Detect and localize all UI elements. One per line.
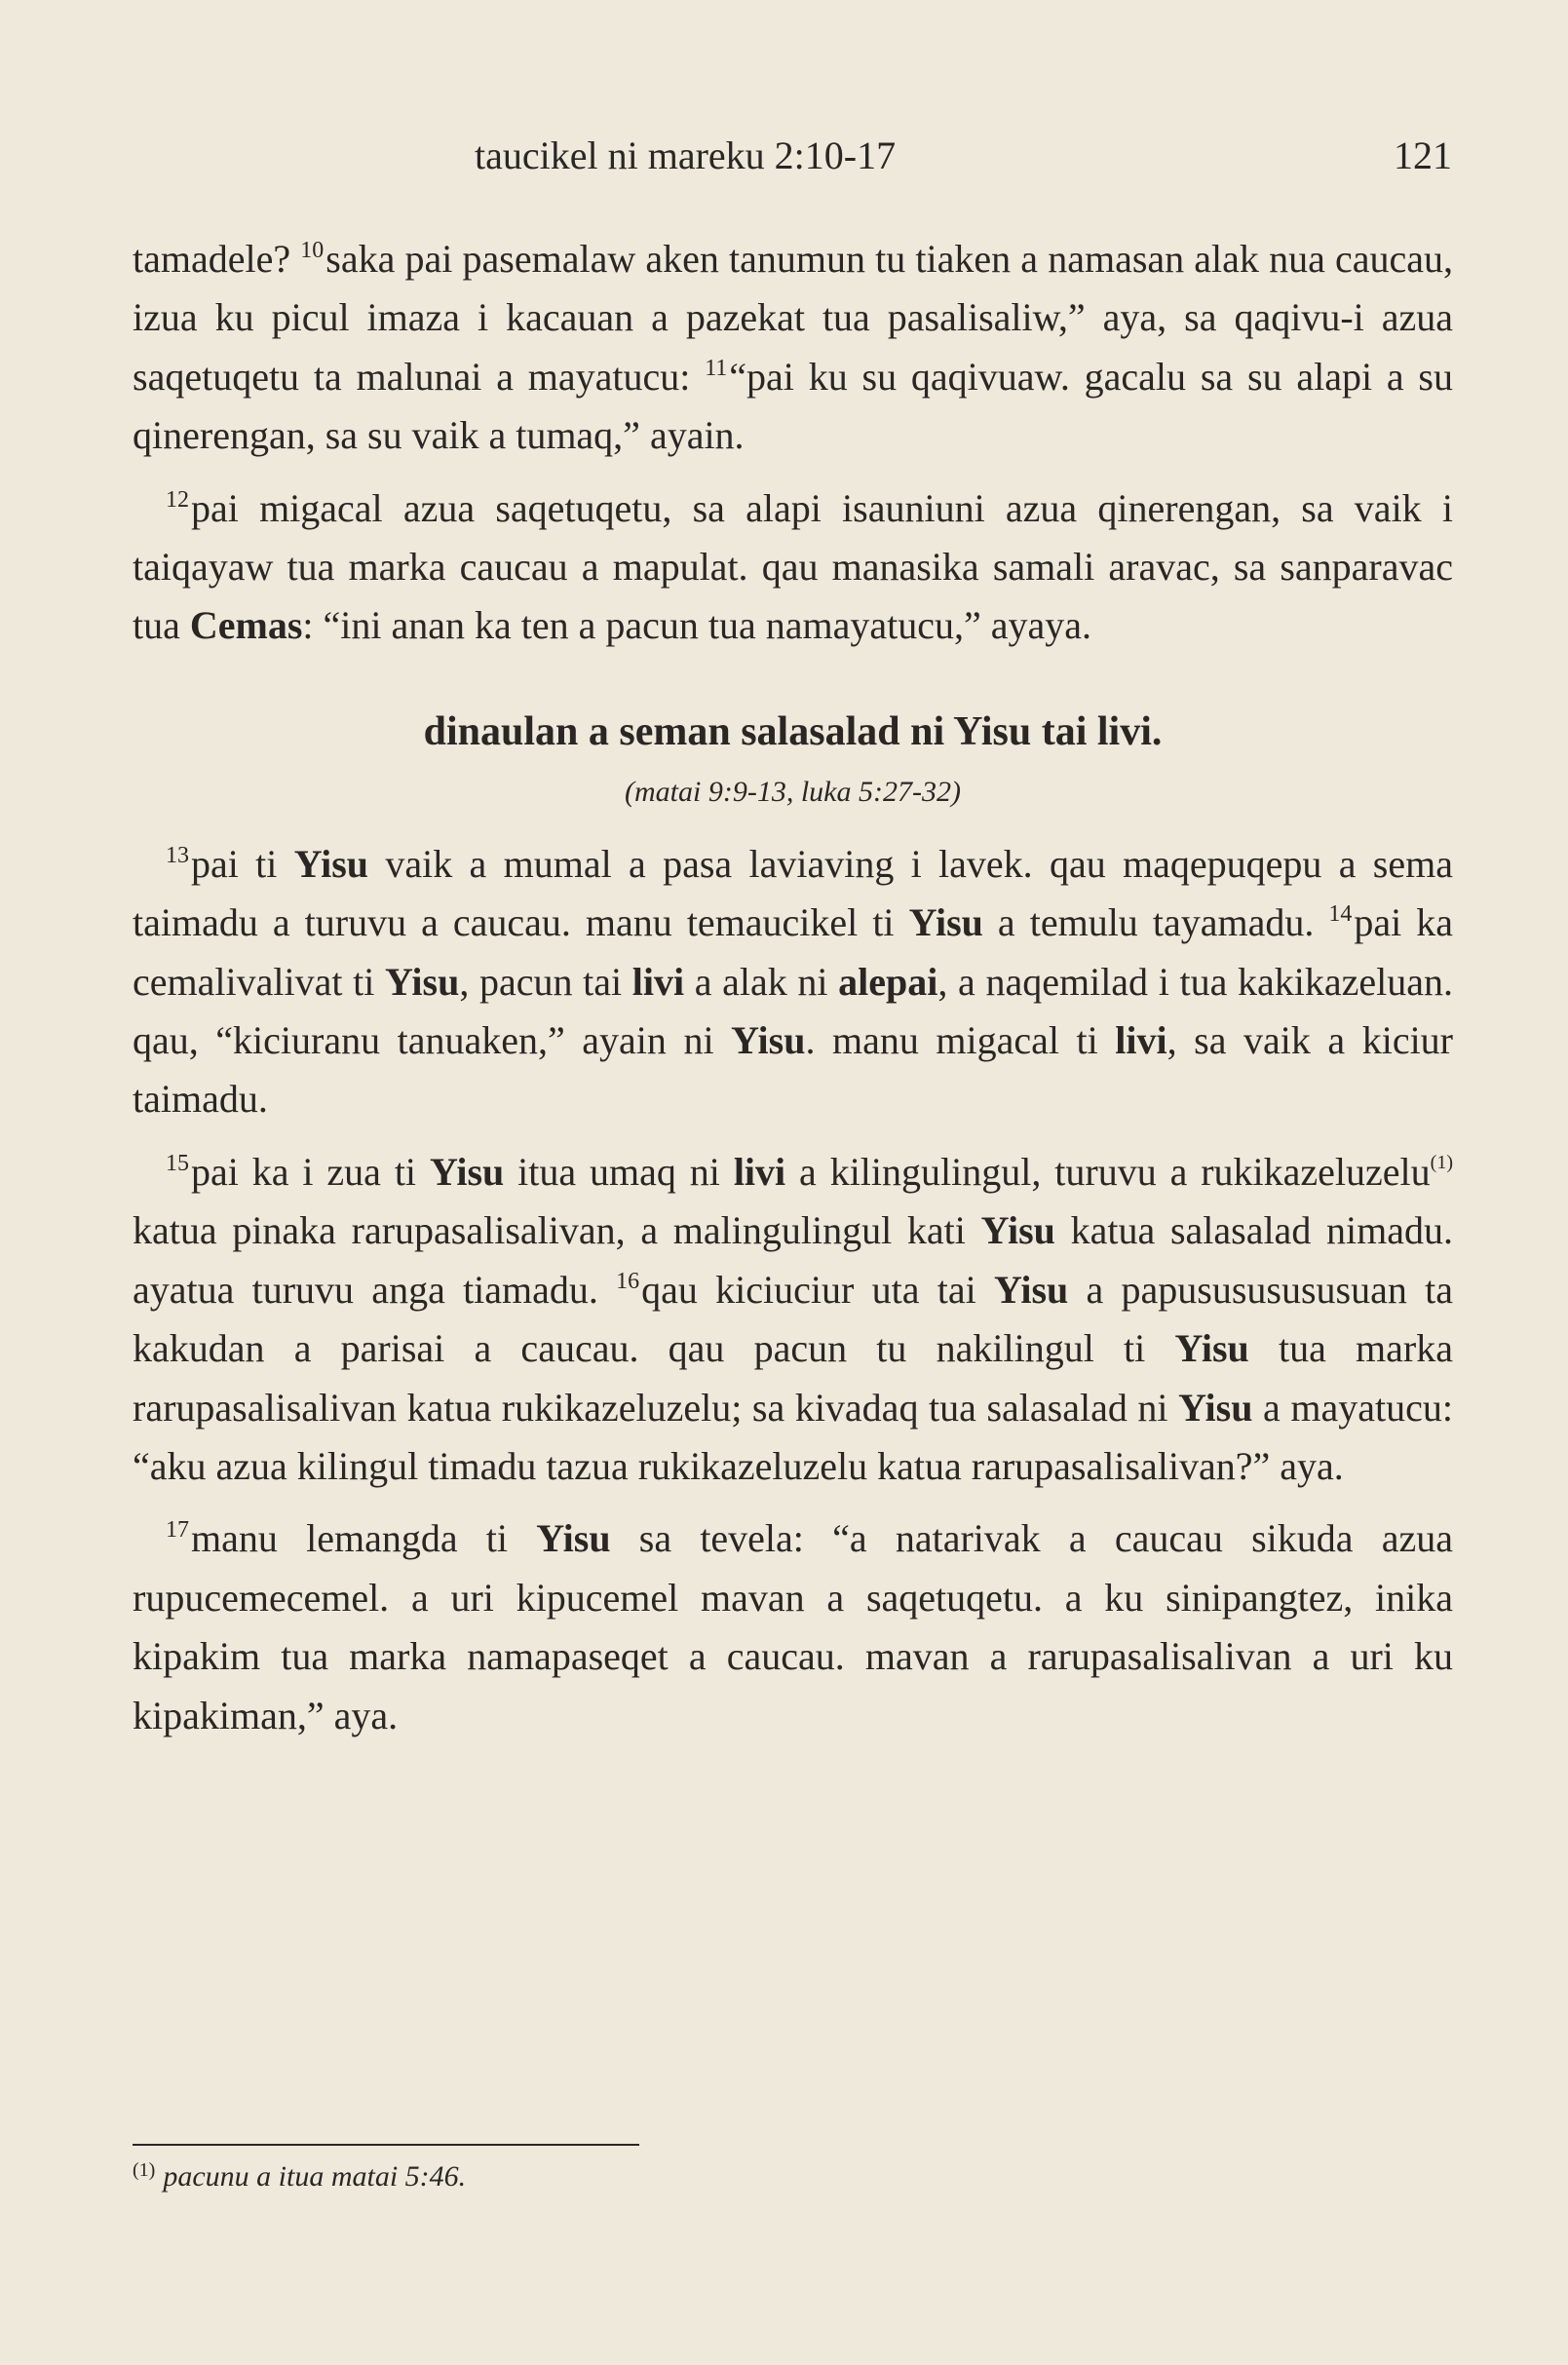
verse-number: 10 [300,238,325,263]
verse-text: tua marka rarupasalisalivan katua rukikazeluzelu; sa kivadaq tua salasalad ni [133,1326,1453,1430]
page-number: 121 [1394,134,1452,177]
bold-name: Yisu [1174,1326,1249,1371]
verse-number: 17 [166,1517,189,1544]
paragraph-verses-10-11 [133,230,1453,466]
verse-text: a temulu tayamadu. [982,900,1329,945]
paragraph-verses-15-16 [133,1143,1453,1496]
verse-text: itua umaq ni [504,1149,734,1194]
verse-text: a kilingulingul, turuvu a rukikazeluzelu [785,1149,1431,1194]
footnote-marker[interactable]: (1) [1430,1151,1453,1173]
bold-name: Yisu [293,841,369,886]
verse-text: a mayatucu: “aku azua kilingul timadu tazua rukikazeluzelu katua rarupasalisalivan?” aya. [133,1385,1453,1488]
bold-name: alepai [838,959,938,1004]
bold-name: livi [631,959,685,1004]
verse-text: , sa vaik a kiciur taimadu. [133,1018,1454,1122]
verse-text: : “ini anan ka ten a pacun tua namayatucu,” ayaya. [302,603,1092,648]
paragraph-verse-17 [133,1509,1453,1745]
verse-text: katua pinaka rarupasalisalivan, a malingulingul kati [133,1208,981,1253]
verse-text: manu lemangda ti [191,1516,537,1561]
verse-text: , a naqemilad i tua kakikazeluan. qau, “kiciuranu tanuaken,” ayain ni [133,959,1453,1063]
paragraph-verse-12 [133,479,1453,656]
running-head-title: taucikel ni mareku 2:10-17 [475,134,897,177]
footnote-number: (1) [133,2159,156,2181]
bold-name: livi [733,1149,786,1194]
verse-text: pai ti [191,841,294,886]
paragraph-verses-13-14 [133,835,1453,1129]
bold-name: Yisu [908,900,983,945]
verse-text: a papusususususuan ta kakudan a parisai a caucau. qau pacun tu nakilingul ti [133,1267,1453,1371]
verse-text: a alak ni [684,959,839,1004]
verse-text: pai ka i zua ti [191,1149,430,1194]
verse-text: katua salasalad nimadu. ayatua turuvu anga tiamadu. [133,1208,1453,1312]
verse-text: qau kiciuciur uta tai [641,1267,994,1312]
bold-name: Yisu [536,1516,611,1561]
bold-name: Yisu [1178,1385,1253,1430]
verse-text: , pacun tai [459,959,632,1004]
verse-text: vaik a mumal a pasa laviaving i lavek. qau maqepuqepu a sema taimadu a turuvu a caucau. manu temaucikel ti [133,841,1453,945]
verse-number: 13 [166,842,189,868]
verse-number: 12 [166,486,189,513]
bold-name: Cemas [189,603,303,648]
bold-name: Yisu [384,959,460,1004]
verse-text: saka pai pasemalaw aken tanumun tu tiaken a namasan alak nua caucau, izua ku picul imaza i kacauan a pazekat tua pasalisaliw,” aya, sa qaqivu-i azua saqetuqetu ta malunai a mayatucu: [133,237,1453,399]
footnote [133,2159,466,2193]
verse-text: . manu migacal ti [805,1018,1116,1063]
verse-number: 15 [166,1150,189,1176]
footnote-text: pacunu a itua matai 5:46. [163,2160,467,2193]
section-cross-reference: (matai 9:9-13, luka 5:27-32) [625,775,961,808]
verse-text: pai ka cemalivalivat ti [133,900,1453,1004]
verse-text: tamadele? [133,237,301,281]
bold-name: Yisu [980,1208,1055,1253]
verse-text: “pai ku su qaqivuaw. gacalu sa su alapi a su qinerengan, sa su vaik a tumaq,” ayain. [133,354,1454,458]
verse-number: 14 [1328,901,1353,928]
bold-name: Yisu [993,1267,1069,1312]
verse-text: pai migacal azua saqetuqetu, sa alapi isauniuni azua qinerengan, sa vaik i taiqayaw tua marka caucau a mapulat. qau manasika samali aravac, sa sanparavac tua [133,485,1453,648]
verse-number: 16 [616,1268,640,1294]
bold-name: Yisu [731,1018,806,1063]
verse-text: sa tevela: “a natarivak a caucau sikuda azua rupucemecemel. a uri kipucemel mavan a saqetuqetu. a ku sinipangtez, inika kipakim tua marka namapaseqet a caucau. mavan a rarupasalisalivan a uri ku kipakiman,” aya. [133,1516,1453,1737]
verse-number: 11 [705,355,728,381]
bold-name: livi [1115,1018,1167,1063]
main-text [133,230,1453,1745]
section-heading: dinaulan a seman salasalad ni Yisu tai livi. [423,708,1163,754]
footnote-divider [133,2144,639,2146]
running-head [0,117,1568,175]
bold-name: Yisu [429,1149,505,1194]
